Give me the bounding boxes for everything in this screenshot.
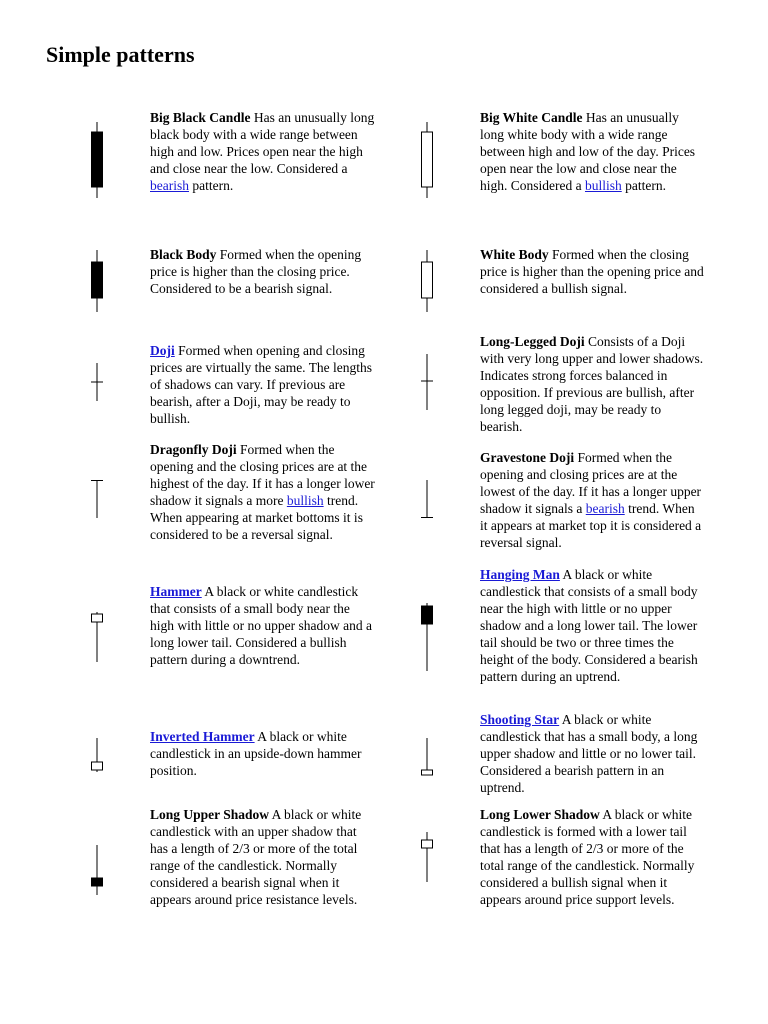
pattern-description: Has an unusually long black body with a wide range between high and low. Prices open near the high and close near the low. Considered a: [150, 110, 375, 176]
pattern-description: Formed when the opening price is higher than the closing price. Considered to be a bearish signal.: [150, 247, 362, 296]
candle-dragonfly-doji-icon: [89, 480, 105, 518]
bullish-link[interactable]: bullish: [286, 493, 324, 508]
pattern-description: Consists of a Doji with very long upper and lower shadows. Indicates strong forces balanced in opposition. If previous are bullish, after long legged doji, may be ready to bearish.: [480, 334, 704, 434]
candle-doji-icon: [89, 363, 105, 401]
pattern-term: Black Body: [150, 247, 217, 262]
candle-long-lower-shadow-icon: [419, 832, 435, 882]
bearish-link[interactable]: bearish: [150, 178, 189, 193]
pattern-big-white-candle: [480, 109, 705, 194]
pattern-description-end: pattern.: [621, 178, 666, 193]
pattern-inverted-hammer: [150, 728, 375, 779]
pattern-description-end: trend. When appearing at market bottoms it is considered to be a reversal signal.: [150, 493, 363, 542]
candle-big-white-icon: [419, 122, 435, 198]
pattern-description: A black or white candlestick that consists of a small body near the high with little or no upper shadow and a long lower tail. The lower tail should be two or three times the height of the body. Considered a bearish pattern during an uptrend.: [480, 567, 698, 684]
pattern-description-end: trend. When it appears at market top it is considered a reversal signal.: [480, 501, 702, 550]
pattern-description: Formed when the opening and closing prices are at the lowest of the day. If it has a longer upper shadow it signals a: [480, 450, 702, 516]
candle-hammer-icon: [89, 612, 105, 662]
bullish-link[interactable]: bullish: [584, 178, 622, 193]
candle-inverted-hammer-icon: [89, 738, 105, 772]
pattern-description: A black or white candlestick that has a small body, a long upper shadow and little or no lower tail. Considered a bearish pattern in an uptrend.: [480, 712, 698, 795]
pattern-description: Has an unusually long white body with a wide range between high and low of the day. Prices open near the low and close near the high. Considered a: [480, 110, 696, 193]
pattern-term: Big Black Candle: [150, 110, 251, 125]
pattern-term: Dragonfly Doji: [150, 442, 237, 457]
pattern-long-lower-shadow: [480, 806, 705, 908]
pattern-description: Formed when the closing price is higher than the opening price and considered a bullish signal.: [480, 247, 704, 296]
pattern-white-body: [480, 246, 705, 297]
bearish-link[interactable]: bearish: [585, 501, 625, 516]
pattern-hammer: [150, 583, 375, 668]
pattern-description: A black or white candlestick in an upside-down hammer position.: [150, 729, 362, 778]
hanging-man-link[interactable]: Hanging Man: [480, 567, 560, 582]
pattern-term: Big White Candle: [480, 110, 583, 125]
candle-shooting-star-icon: [419, 738, 435, 778]
pattern-term: White Body: [480, 247, 549, 262]
pattern-big-black-candle: [150, 109, 375, 194]
candle-gravestone-doji-icon: [419, 480, 435, 518]
inverted-hammer-link[interactable]: Inverted Hammer: [150, 729, 255, 744]
pattern-description: A black or white candlestick with an upper shadow that has a length of 2/3 or more of the total range of the candlestick. Normally considered a bearish signal when it appears around price resistance levels.: [150, 807, 362, 907]
pattern-black-body: [150, 246, 375, 297]
pattern-term: Long-Legged Doji: [480, 334, 585, 349]
page-title: Simple patterns: [46, 42, 195, 67]
pattern-description: Formed when the opening and the closing prices are at the highest of the day. If it has a longer lower shadow it signals a more: [150, 442, 375, 508]
pattern-description: A black or white candlestick that consists of a small body near the high with little or no upper shadow and a long lower tail. Considered a bullish pattern during a downtrend.: [150, 584, 372, 667]
pattern-dragonfly-doji: [150, 441, 375, 543]
pattern-long-legged-doji: [480, 333, 705, 435]
candle-big-black-icon: [89, 122, 105, 198]
candle-long-legged-doji-icon: [419, 354, 435, 410]
pattern-term: Gravestone Doji: [480, 450, 575, 465]
pattern-description: Formed when opening and closing prices are virtually the same. The lengths of shadows can vary. If previous are bearish, after a Doji, may be ready to bullish.: [150, 343, 373, 426]
pattern-long-upper-shadow: [150, 806, 375, 908]
candle-hanging-man-icon: [419, 603, 435, 671]
pattern-shooting-star: [480, 711, 705, 796]
shooting-star-link[interactable]: Shooting Star: [480, 712, 560, 727]
pattern-hanging-man: [480, 566, 705, 685]
candle-black-body-icon: [89, 250, 105, 312]
pattern-term: Long Lower Shadow: [480, 807, 600, 822]
hammer-link[interactable]: Hammer: [150, 584, 202, 599]
candle-white-body-icon: [419, 250, 435, 312]
pattern-description: A black or white candlestick is formed with a lower tail that has a length of 2/3 or more of the total range of the candlestick. Normally considered a bullish signal when it appears around price support levels.: [480, 807, 695, 907]
pattern-description-end: pattern.: [188, 178, 234, 193]
doji-link[interactable]: Doji: [150, 343, 175, 358]
pattern-term: Long Upper Shadow: [150, 807, 270, 822]
candle-long-upper-shadow-icon: [89, 845, 105, 895]
pattern-gravestone-doji: [480, 449, 705, 551]
pattern-doji: [150, 342, 375, 427]
